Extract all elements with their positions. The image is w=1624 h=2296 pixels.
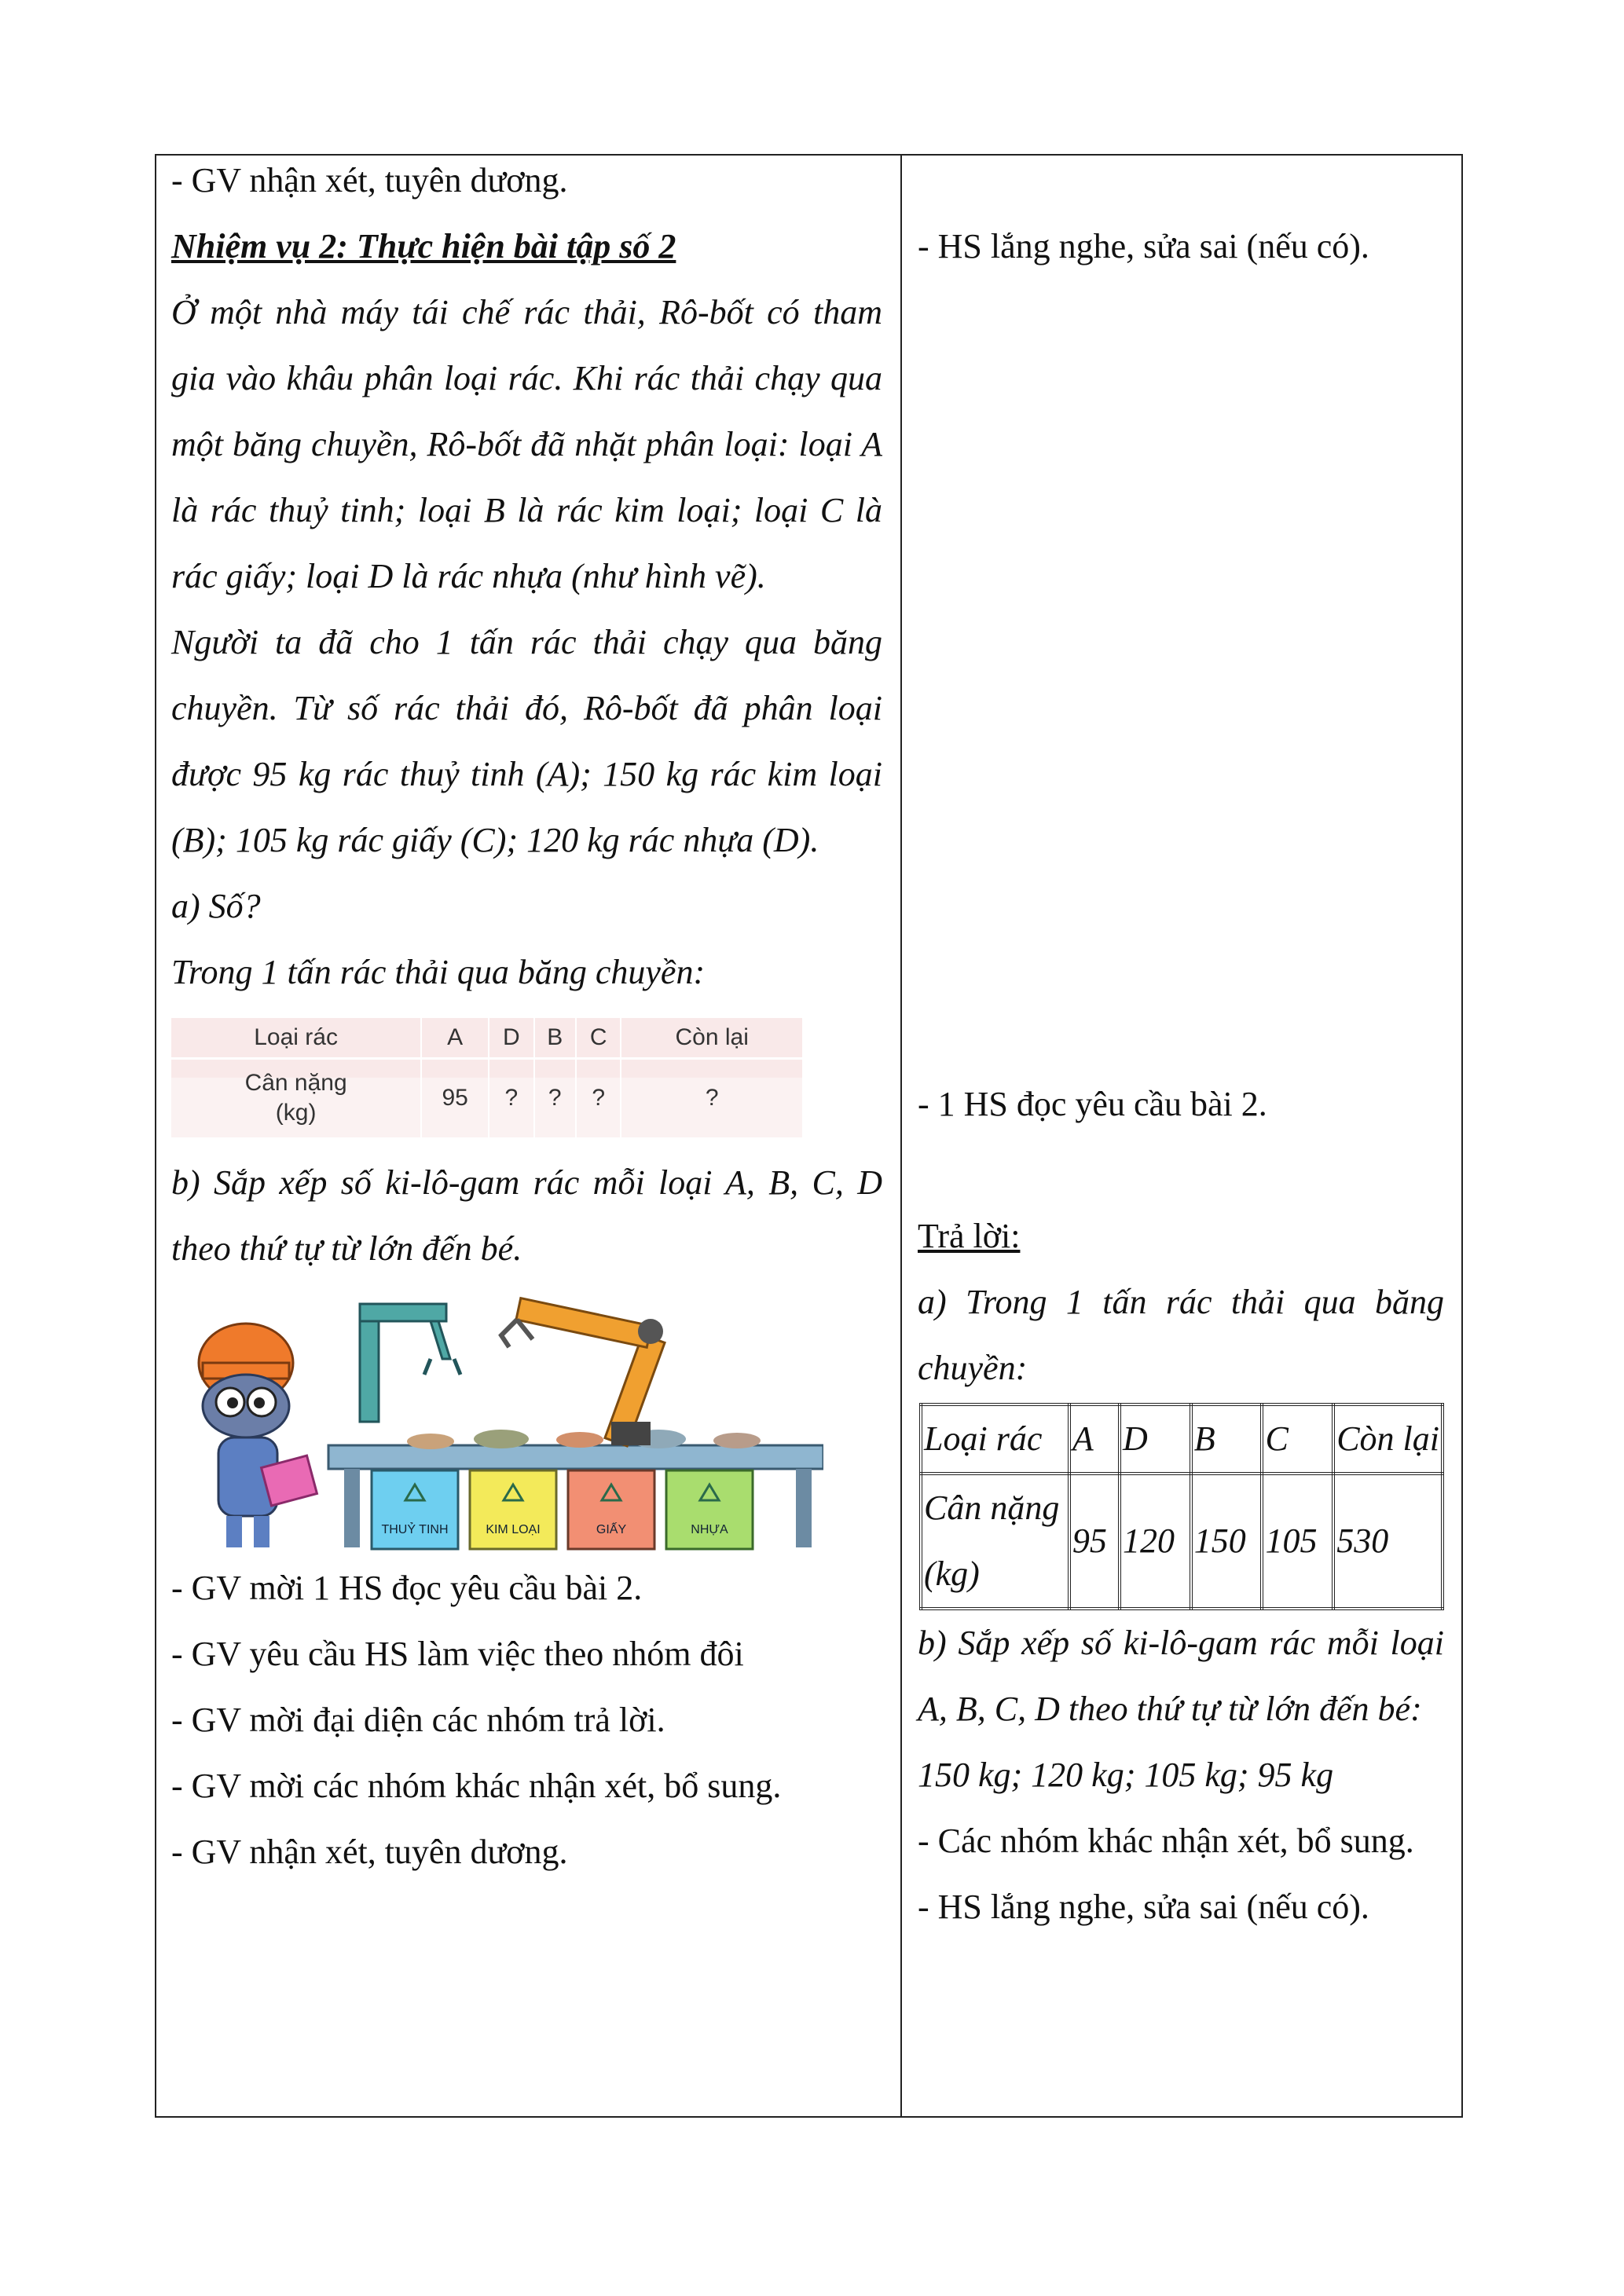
problem-paragraph-2: Người ta đã cho 1 tấn rác thải chạy qua băng chuyền. Từ số rác thải đó, Rô-bốt đã phân loại được 95 kg rác thuỷ tinh (A); 150 kg rác kim loại (B); 105 kg rác giấy (C); 120 kg rác nhựa (D). <box>171 623 882 859</box>
bin-paper <box>568 1470 654 1549</box>
step-3: - GV mời đại diện các nhóm trả lời. <box>171 1701 665 1739</box>
a-header-cell: Loại rác <box>921 1404 1069 1474</box>
a-value-cell: 105 <box>1262 1474 1333 1609</box>
robot-character <box>199 1324 317 1547</box>
answer-label: Trả lời: <box>918 1217 1021 1255</box>
a-header-cell: B <box>1191 1404 1263 1474</box>
robot-arm-right <box>501 1298 665 1446</box>
step-4: - GV mời các nhóm khác nhận xét, bổ sung. <box>171 1767 782 1805</box>
a-header-cell: D <box>1120 1404 1191 1474</box>
step-1: - GV mời 1 HS đọc yêu cầu bài 2. <box>171 1569 643 1607</box>
other-groups-line: - Các nhóm khác nhận xét, bổ sung. <box>918 1822 1414 1860</box>
bin-metal <box>470 1470 556 1549</box>
conveyor-belt <box>328 1445 823 1469</box>
bin-glass <box>372 1470 458 1549</box>
q-header-cell: A <box>421 1018 489 1058</box>
bin-label-paper: GIẤY <box>596 1523 627 1536</box>
listen-line-1: - HS lắng nghe, sửa sai (nếu có). <box>918 227 1369 265</box>
a-value-cell: 150 <box>1191 1474 1263 1609</box>
a-row-label: Cân nặng (kg) <box>921 1474 1069 1609</box>
q-value-cell: ? <box>621 1058 803 1137</box>
student-column <box>918 148 1444 1940</box>
q-header-cell: C <box>576 1018 621 1058</box>
part-b-text: b) Sắp xếp số ki-lô-gam rác mỗi loại A, B, C, D theo thứ tự từ lớn đến bé. <box>171 1163 882 1268</box>
spacer <box>918 148 1444 214</box>
conveyor-leg <box>796 1469 812 1547</box>
bin-label-glass: THUỶ TINH <box>381 1523 449 1536</box>
bin-label-plastic: NHỰA <box>691 1523 728 1536</box>
answer-table <box>919 1403 1444 1610</box>
spacer <box>918 1137 1444 1203</box>
q-header-cell: D <box>489 1018 533 1058</box>
answer-a: a) Trong 1 tấn rác thải qua băng chuyền: <box>918 1283 1444 1387</box>
robot-arm-left <box>360 1304 460 1422</box>
q-value-cell: ? <box>489 1058 533 1137</box>
teacher-column <box>171 148 882 1885</box>
listen-line-2: - HS lắng nghe, sửa sai (nếu có). <box>918 1888 1369 1926</box>
a-value-cell: 530 <box>1333 1474 1443 1609</box>
bin-label-metal: KIM LOẠI <box>486 1523 541 1536</box>
a-header-cell: C <box>1262 1404 1333 1474</box>
a-header-cell: A <box>1069 1404 1120 1474</box>
task-heading: Nhiệm vụ 2: Thực hiện bài tập số 2 <box>171 227 676 265</box>
q-row-label-line2: (kg) <box>275 1100 317 1126</box>
a-value-cell: 120 <box>1120 1474 1191 1609</box>
recycling-robot-illustration <box>171 1288 823 1555</box>
step-5: - GV nhận xét, tuyên dương. <box>171 1833 568 1871</box>
answer-b: b) Sắp xếp số ki-lô-gam rác mỗi loại A, B, C, D theo thứ tự từ lớn đến bé: <box>918 1624 1444 1728</box>
bin-plastic <box>666 1470 753 1549</box>
read-requirement: - 1 HS đọc yêu cầu bài 2. <box>918 1085 1267 1123</box>
answer-b-result: 150 kg; 120 kg; 105 kg; 95 kg <box>918 1756 1334 1794</box>
part-a-label: a) Số? <box>171 887 261 925</box>
step-2: - GV yêu cầu HS làm việc theo nhóm đôi <box>171 1635 744 1673</box>
q-row-label <box>171 1058 421 1137</box>
q-header-cell: B <box>534 1018 576 1058</box>
problem-paragraph-1: Ở một nhà máy tái chế rác thải, Rô-bốt có tham gia vào khâu phân loại rác. Khi rác thải chạy qua một băng chuyền, Rô-bốt đã nhặt phân loại: loại A là rác thuỷ tinh; loại B là rác kim loại; loại C là rác giấy; loại D là rác nhựa (như hình vẽ). <box>171 293 882 595</box>
column-divider <box>900 154 902 2118</box>
part-a-lead: Trong 1 tấn rác thải qua băng chuyền: <box>171 953 706 991</box>
gv-praise-line: - GV nhận xét, tuyên dương. <box>171 161 568 200</box>
a-value-cell: 95 <box>1069 1474 1120 1609</box>
question-table-image <box>171 1018 804 1137</box>
q-header-cell: Loại rác <box>171 1018 421 1058</box>
spacer <box>918 280 1444 1071</box>
conveyor-leg <box>344 1469 360 1547</box>
q-value-cell: ? <box>576 1058 621 1137</box>
q-value-cell: ? <box>534 1058 576 1137</box>
q-value-cell: 95 <box>421 1058 489 1137</box>
a-header-cell: Còn lại <box>1333 1404 1443 1474</box>
q-header-cell: Còn lại <box>621 1018 803 1058</box>
q-row-label-line1: Cân nặng <box>244 1070 347 1097</box>
